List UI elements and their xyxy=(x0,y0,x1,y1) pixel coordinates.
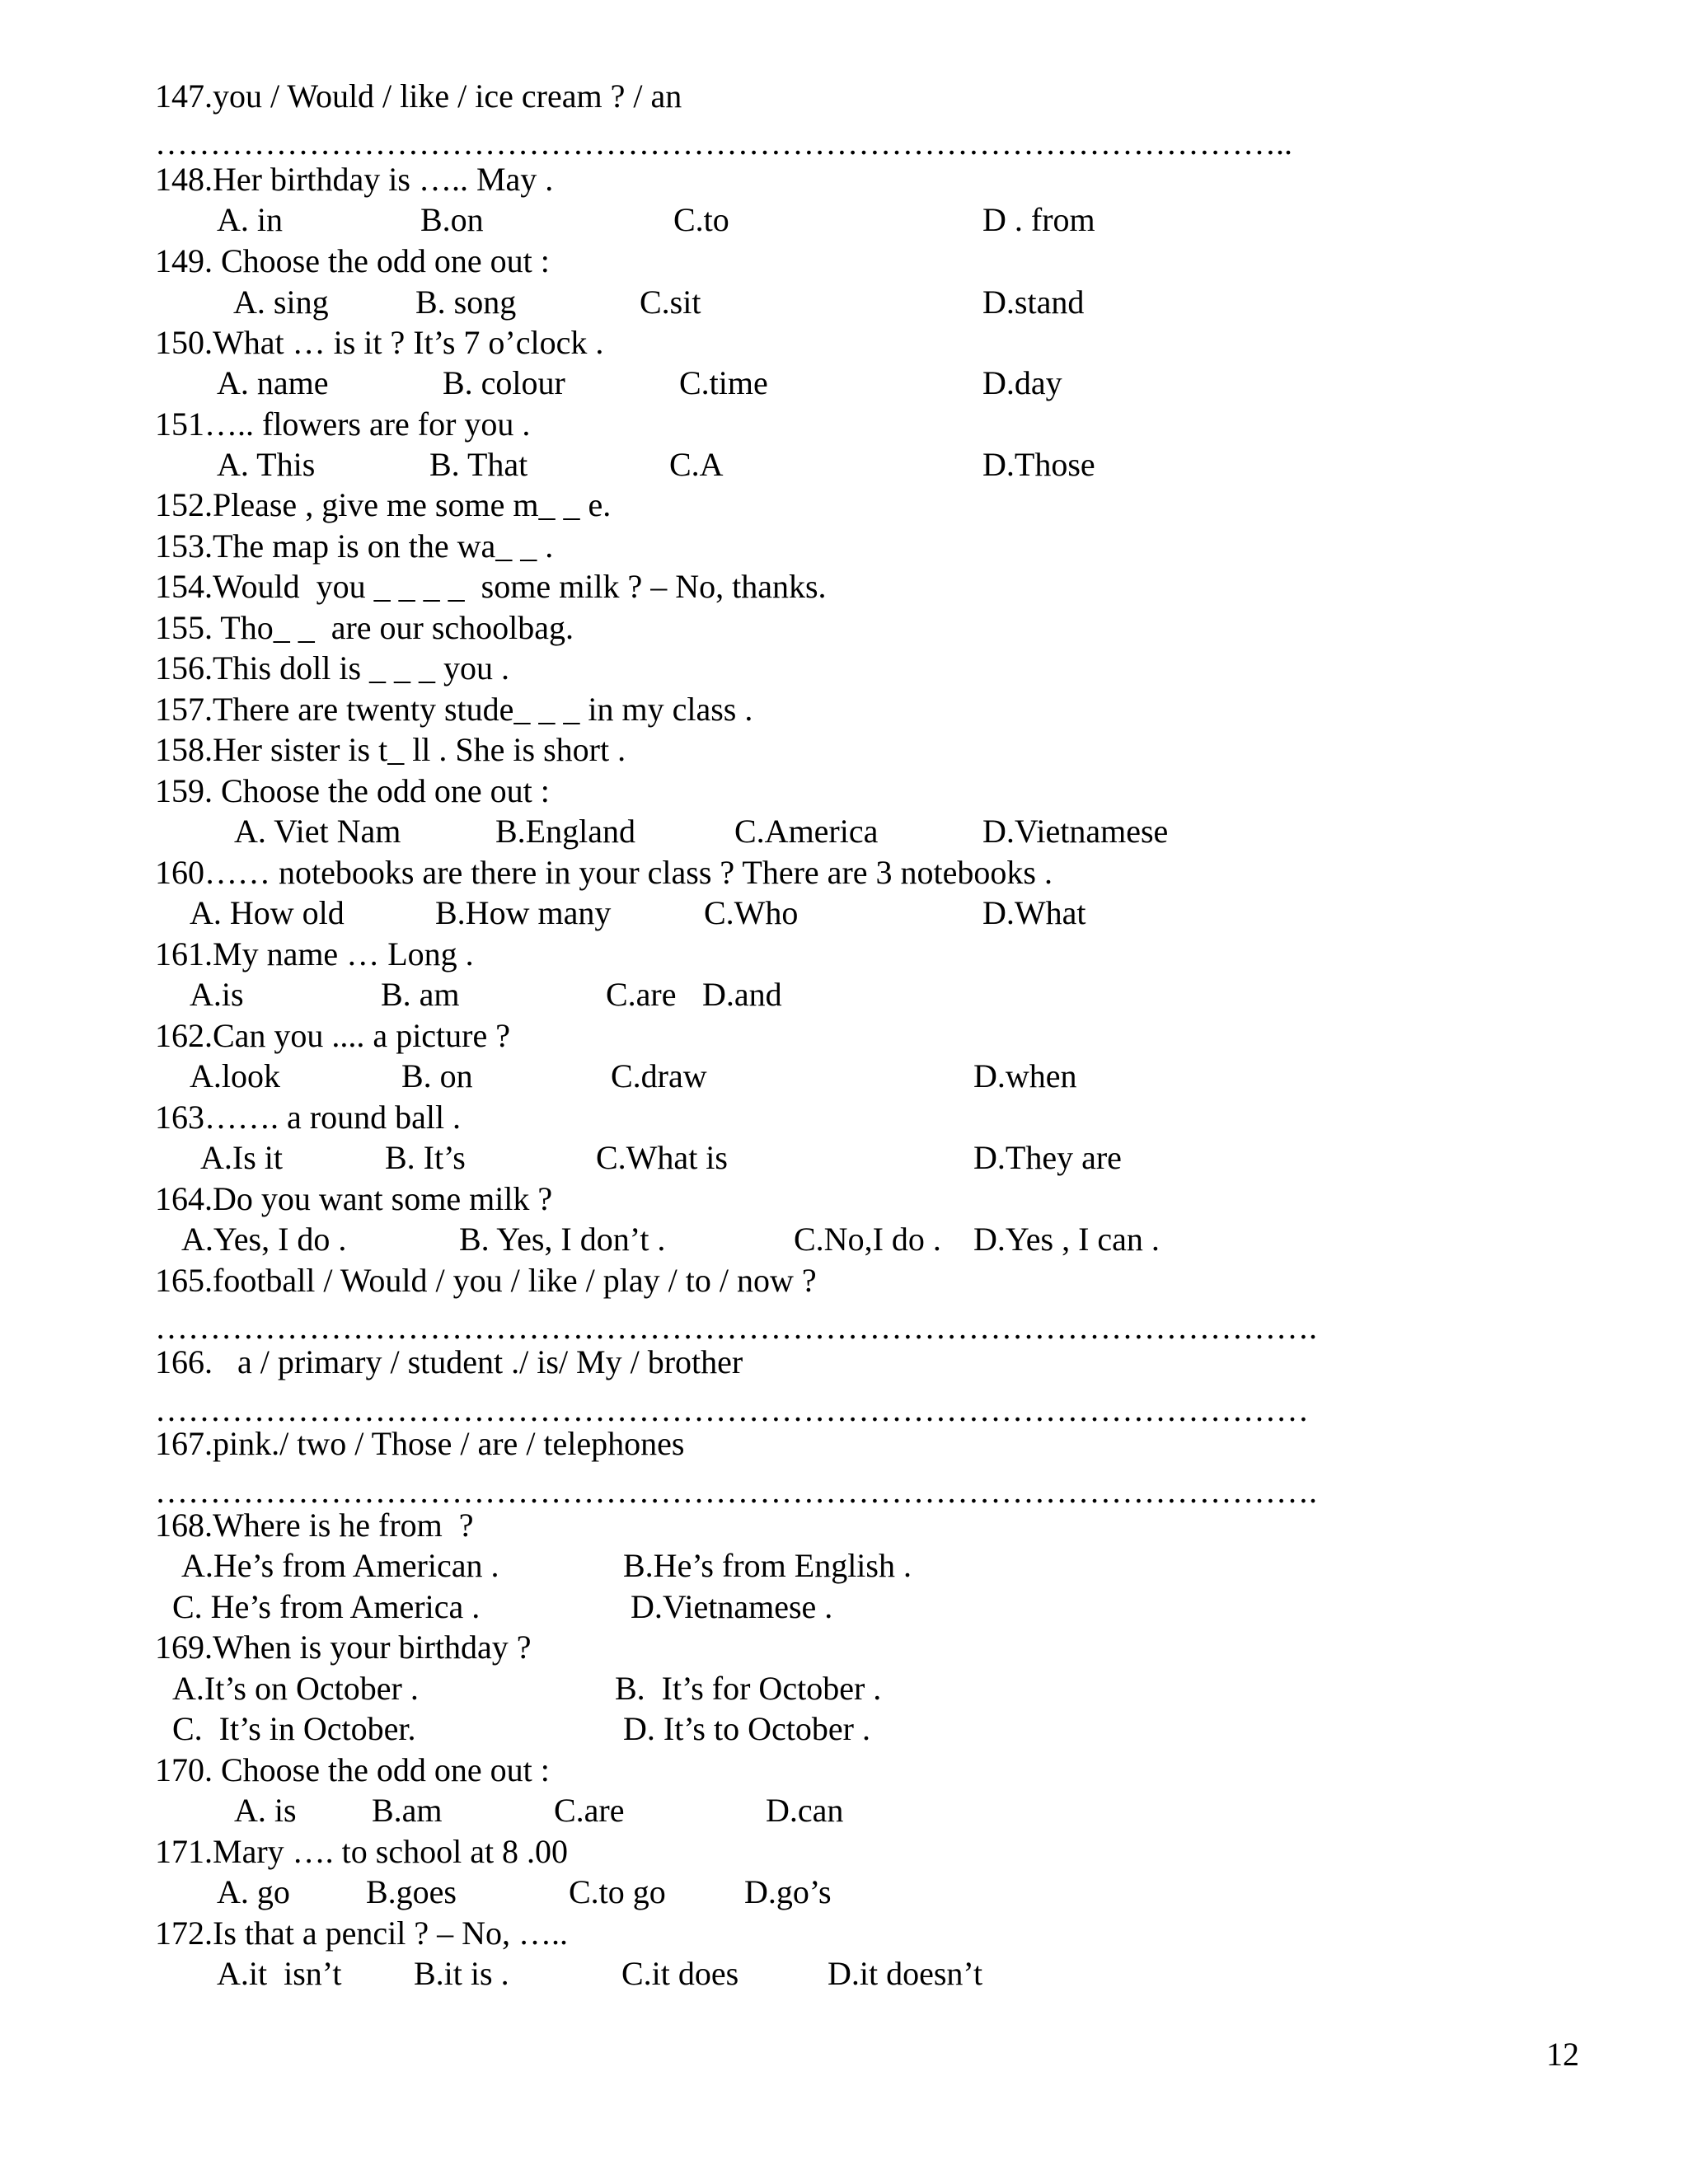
option-171-d: D.go’s xyxy=(744,1873,832,1910)
option-163-b: B. It’s xyxy=(385,1139,466,1176)
option-151-d: D.Those xyxy=(982,446,1095,483)
question-166: 166. a / primary / student ./ is/ My / brother xyxy=(155,1343,743,1380)
option-164-c: C.No,I do . xyxy=(794,1221,941,1258)
option-172-b: B.it is . xyxy=(414,1955,509,1992)
question-168: 168.Where is he from ? xyxy=(155,1507,474,1544)
question-172: 172.Is that a pencil ? – No, ….. xyxy=(155,1915,568,1952)
option-160-b: B.How many xyxy=(435,894,612,931)
answer-dots-166: …………………………………………………………………………………………… xyxy=(155,1391,1309,1428)
option-161-d: D.and xyxy=(702,976,782,1013)
question-147: 147.you / Would / like / ice cream ? / an xyxy=(155,77,682,115)
option-150-b: B. colour xyxy=(443,364,565,401)
question-151: 151….. flowers are for you . xyxy=(155,405,531,443)
question-159: 159. Choose the odd one out : xyxy=(155,772,550,809)
option-168-d: D.Vietnamese . xyxy=(631,1588,833,1625)
option-160-a: A. How old xyxy=(190,894,345,931)
question-164: 164.Do you want some milk ? xyxy=(155,1180,553,1217)
option-168-a: A.He’s from American . xyxy=(181,1547,499,1584)
question-153: 153.The map is on the wa_ _ . xyxy=(155,527,554,565)
option-163-c: C.What is xyxy=(596,1139,728,1176)
option-170-d: D.can xyxy=(766,1792,844,1829)
option-160-d: D.What xyxy=(982,894,1086,931)
option-164-b: B. Yes, I don’t . xyxy=(459,1221,666,1258)
option-151-a: A. This xyxy=(217,446,316,483)
option-148-a: A. in xyxy=(217,201,283,238)
question-157: 157.There are twenty stude_ _ _ in my class . xyxy=(155,691,753,728)
answer-dots-165: ……………………………………………………………………………………………. xyxy=(155,1309,1317,1346)
answer-dots-167: ……………………………………………………………………………………………. xyxy=(155,1473,1317,1510)
option-169-b: B. It’s for October . xyxy=(615,1670,882,1707)
option-161-b: B. am xyxy=(381,976,460,1013)
option-159-c: C.America xyxy=(734,813,879,850)
question-152: 152.Please , give me some m_ _ e. xyxy=(155,486,612,523)
option-151-c: C.A xyxy=(669,446,724,483)
question-154: 154.Would you _ _ _ _ some milk ? – No, thanks. xyxy=(155,568,827,605)
option-162-a: A.look xyxy=(190,1057,280,1094)
option-171-a: A. go xyxy=(217,1873,290,1910)
option-160-c: C.Who xyxy=(704,894,799,931)
question-171: 171.Mary …. to school at 8 .00 xyxy=(155,1833,569,1870)
option-151-b: B. That xyxy=(429,446,528,483)
option-164-d: D.Yes , I can . xyxy=(973,1221,1160,1258)
option-168-b: B.He’s from English . xyxy=(623,1547,912,1584)
option-169-a: A.It’s on October . xyxy=(172,1670,419,1707)
question-155: 155. Tho_ _ are our schoolbag. xyxy=(155,609,574,646)
option-148-c: C.to xyxy=(673,201,729,238)
option-172-c: C.it does xyxy=(621,1955,739,1992)
question-150: 150.What … is it ? It’s 7 o’clock . xyxy=(155,324,604,361)
option-150-a: A. name xyxy=(217,364,329,401)
question-170: 170. Choose the odd one out : xyxy=(155,1751,550,1788)
option-162-c: C.draw xyxy=(611,1057,707,1094)
option-149-c: C.sit xyxy=(640,284,701,321)
option-170-c: C.are xyxy=(554,1792,625,1829)
option-172-d: D.it doesn’t xyxy=(828,1955,983,1992)
option-162-b: B. on xyxy=(401,1057,473,1094)
option-159-b: B.England xyxy=(495,813,635,850)
option-164-a: A.Yes, I do . xyxy=(181,1221,347,1258)
question-167: 167.pink./ two / Those / are / telephones xyxy=(155,1425,685,1462)
option-159-a: A. Viet Nam xyxy=(234,813,401,850)
question-162: 162.Can you .... a picture ? xyxy=(155,1017,510,1054)
option-169-c: C. It’s in October. xyxy=(172,1710,416,1747)
option-148-b: B.on xyxy=(420,201,484,238)
option-161-c: C.are xyxy=(606,976,677,1013)
option-149-d: D.stand xyxy=(982,284,1085,321)
option-171-c: C.to go xyxy=(569,1873,666,1910)
option-159-d: D.Vietnamese xyxy=(982,813,1169,850)
option-162-d: D.when xyxy=(973,1057,1077,1094)
answer-dots-147: ………………………………………………………………………………………….. xyxy=(155,124,1292,162)
question-169: 169.When is your birthday ? xyxy=(155,1629,532,1666)
question-149: 149. Choose the odd one out : xyxy=(155,242,550,279)
question-148: 148.Her birthday is ….. May . xyxy=(155,161,554,198)
option-150-c: C.time xyxy=(679,364,768,401)
question-156: 156.This doll is _ _ _ you . xyxy=(155,649,510,687)
option-148-d: D . from xyxy=(982,201,1095,238)
option-170-a: A. is xyxy=(234,1792,297,1829)
option-163-d: D.They are xyxy=(973,1139,1122,1176)
option-161-a: A.is xyxy=(190,976,244,1013)
question-161: 161.My name … Long . xyxy=(155,935,474,972)
option-172-a: A.it isn’t xyxy=(217,1955,342,1992)
option-170-b: B.am xyxy=(372,1792,443,1829)
question-165: 165.football / Would / you / like / play / to / now ? xyxy=(155,1262,817,1299)
option-171-b: B.goes xyxy=(366,1873,457,1910)
question-158: 158.Her sister is t_ ll . She is short . xyxy=(155,731,626,768)
option-169-d: D. It’s to October . xyxy=(623,1710,870,1747)
option-149-a: A. sing xyxy=(233,284,329,321)
question-163: 163……. a round ball . xyxy=(155,1099,462,1136)
question-160: 160…… notebooks are there in your class ? There are 3 notebooks . xyxy=(155,854,1053,891)
option-150-d: D.day xyxy=(982,364,1062,401)
option-163-a: A.Is it xyxy=(200,1139,283,1176)
option-168-c: C. He’s from America . xyxy=(172,1588,481,1625)
page-number: 12 xyxy=(1546,2036,1579,2073)
option-149-b: B. song xyxy=(415,284,517,321)
